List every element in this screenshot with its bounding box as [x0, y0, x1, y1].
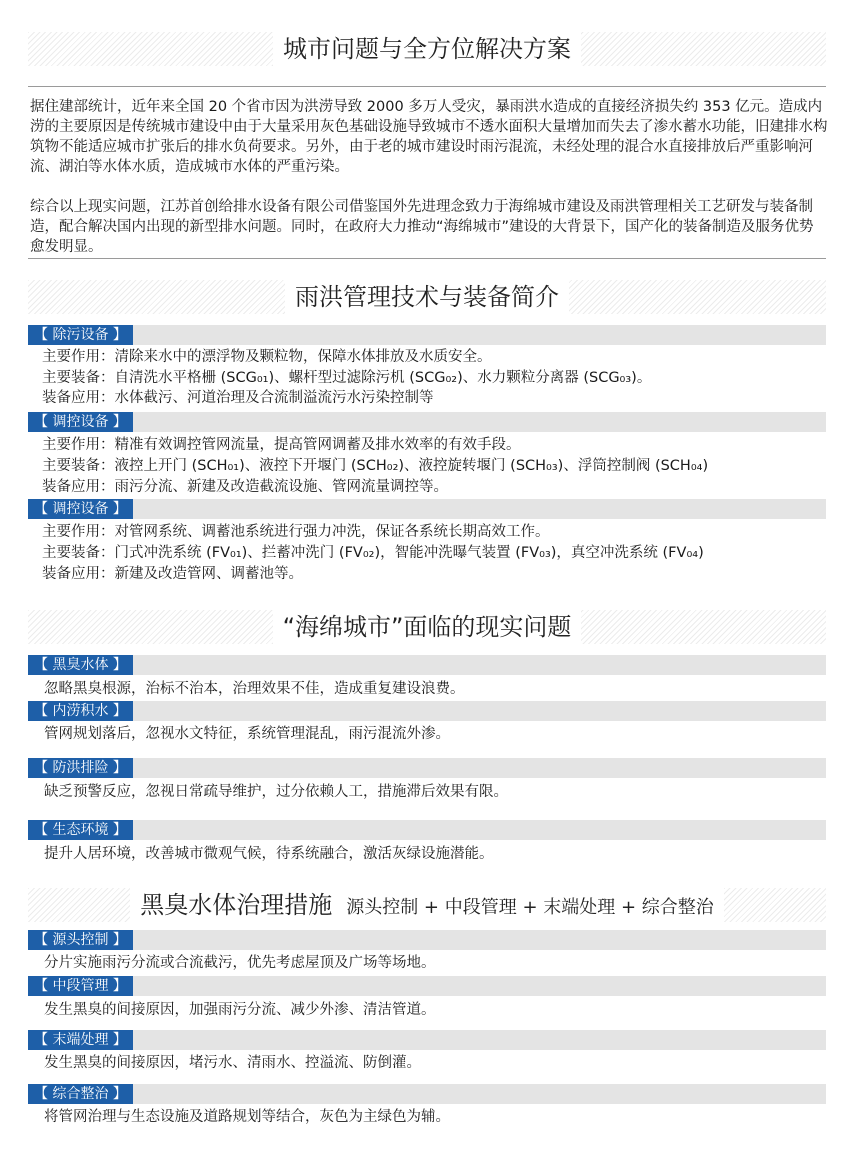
category-tag: 【 末端处理 】: [28, 1030, 133, 1050]
category-tag: 【 内涝积水 】: [28, 701, 133, 721]
category-tag: 【 生态环境 】: [28, 820, 133, 840]
section-header-equipment: [28, 280, 826, 314]
category-tag: 【 综合整治 】: [28, 1084, 133, 1104]
section-header-problems: [28, 610, 826, 644]
list-item: 提升人居环境，改善城市微观气候，待系统融合，激活灰绿设施潜能。: [44, 846, 494, 862]
category-bar: [28, 1030, 826, 1050]
list-item: 忽略黑臭根源，治标不治本，治理效果不佳，造成重复建设浪费。: [44, 681, 465, 697]
section-title: “海绵城市”面临的现实问题: [273, 610, 582, 644]
list-item: 将管网治理与生态设施及道路规划等结合，灰色为主绿色为辅。: [44, 1109, 450, 1125]
list-item: 装备应用：雨污分流、新建及改造截流设施、管网流量调控等。: [42, 479, 448, 495]
list-item: 主要装备：液控上开门 (SCH₀₁)、液控下开堰门 (SCH₀₂)、液控旋转堰门 (SCH₀₃)、浮筒控制阀 (SCH₀₄): [42, 458, 709, 474]
divider: [28, 258, 826, 259]
section-title-group: [130, 888, 724, 925]
list-item: 管网规划落后，忽视水文特征，系统管理混乱，雨污混流外渗。: [44, 726, 450, 742]
divider: [28, 86, 826, 87]
category-bar: [28, 820, 826, 840]
list-item: 主要作用：精准有效调控管网流量，提高管网调蓄及排水效率的有效手段。: [42, 437, 521, 453]
category-bar: [28, 499, 826, 519]
category-tag: 【 调控设备 】: [28, 412, 133, 432]
list-item: 主要作用：对管网系统、调蓄池系统进行强力冲洗，保证各系统长期高效工作。: [42, 524, 550, 540]
list-item: 发生黑臭的间接原因，堵污水、清雨水、控溢流、防倒灌。: [44, 1055, 421, 1071]
list-item: 主要作用：清除来水中的漂浮物及颗粒物，保障水体排放及水质安全。: [42, 349, 492, 365]
category-tag: 【 源头控制 】: [28, 930, 133, 950]
category-tag: 【 黑臭水体 】: [28, 655, 133, 675]
section-header-measures: [28, 888, 826, 922]
category-bar: [28, 701, 826, 721]
category-tag: 【 防洪排险 】: [28, 758, 133, 778]
list-item: 装备应用：水体截污、河道治理及合流制溢流污水污染控制等: [42, 390, 434, 406]
category-bar: [28, 655, 826, 675]
section-title: 城市问题与全方位解决方案: [273, 32, 581, 66]
company-paragraph: 综合以上现实问题，江苏首创给排水设备有限公司借鉴国外先进理念致力于海绵城市建设及雨洪管理相关工艺研发与装备制造，配合解决国内出现的新型排水问题。同时，在政府大力推动“海绵城市”建设的大背景下，国产化的装备制造及服务优势愈发明显。: [30, 199, 814, 255]
category-tag: 【 调控设备 】: [28, 499, 133, 519]
category-bar: [28, 412, 826, 432]
section-title: 雨洪管理技术与装备简介: [285, 280, 569, 314]
section-header-solutions: [28, 32, 826, 66]
list-item: 发生黑臭的间接原因，加强雨污分流、减少外渗、清洁管道。: [44, 1002, 436, 1018]
intro-paragraph: 据住建部统计，近年来全国 20 个省市因为洪涝导致 2000 多万人受灾，暴雨洪水造成的直接经济损失约 353 亿元。造成内涝的主要原因是传统城市建设中由于大量采用灰色基础设施导致城市不透水面积大量增加而失去了渗水蓄水功能，旧建排水构筑物不能适应城市扩张后的排水负荷要求。另外，由于老的城市建设时雨污混流，未经处理的混合水直接排放后严重影响河流、湖泊等水体水质，造成城市水体的严重污染。: [30, 99, 828, 175]
list-item: 主要装备：门式冲洗系统 (FV₀₁)、拦蓄冲洗门 (FV₀₂)，智能冲洗曝气装置 (FV₀₃)，真空冲洗系统 (FV₀₄): [42, 545, 704, 561]
list-item: 分片实施雨污分流或合流截污，优先考虑屋顶及广场等场地。: [44, 955, 436, 971]
list-item: 装备应用：新建及改造管网、调蓄池等。: [42, 566, 303, 582]
category-bar: [28, 1084, 826, 1104]
category-tag: 【 除污设备 】: [28, 325, 133, 345]
category-bar: [28, 930, 826, 950]
category-tag: 【 中段管理 】: [28, 976, 133, 996]
section-title: 黑臭水体治理措施: [140, 891, 333, 919]
category-bar: [28, 758, 826, 778]
list-item: 缺乏预警反应，忽视日常疏导维护，过分依赖人工，措施滞后效果有限。: [44, 784, 508, 800]
category-bar: [28, 325, 826, 345]
category-bar: [28, 976, 826, 996]
section-subtitle: 源头控制 + 中段管理 + 末端处理 + 综合整治: [346, 897, 714, 918]
list-item: 主要装备：自清洗水平格栅 (SCG₀₁)、螺杆型过滤除污机 (SCG₀₂)、水力颗粒分离器 (SCG₀₃)。: [42, 370, 652, 386]
